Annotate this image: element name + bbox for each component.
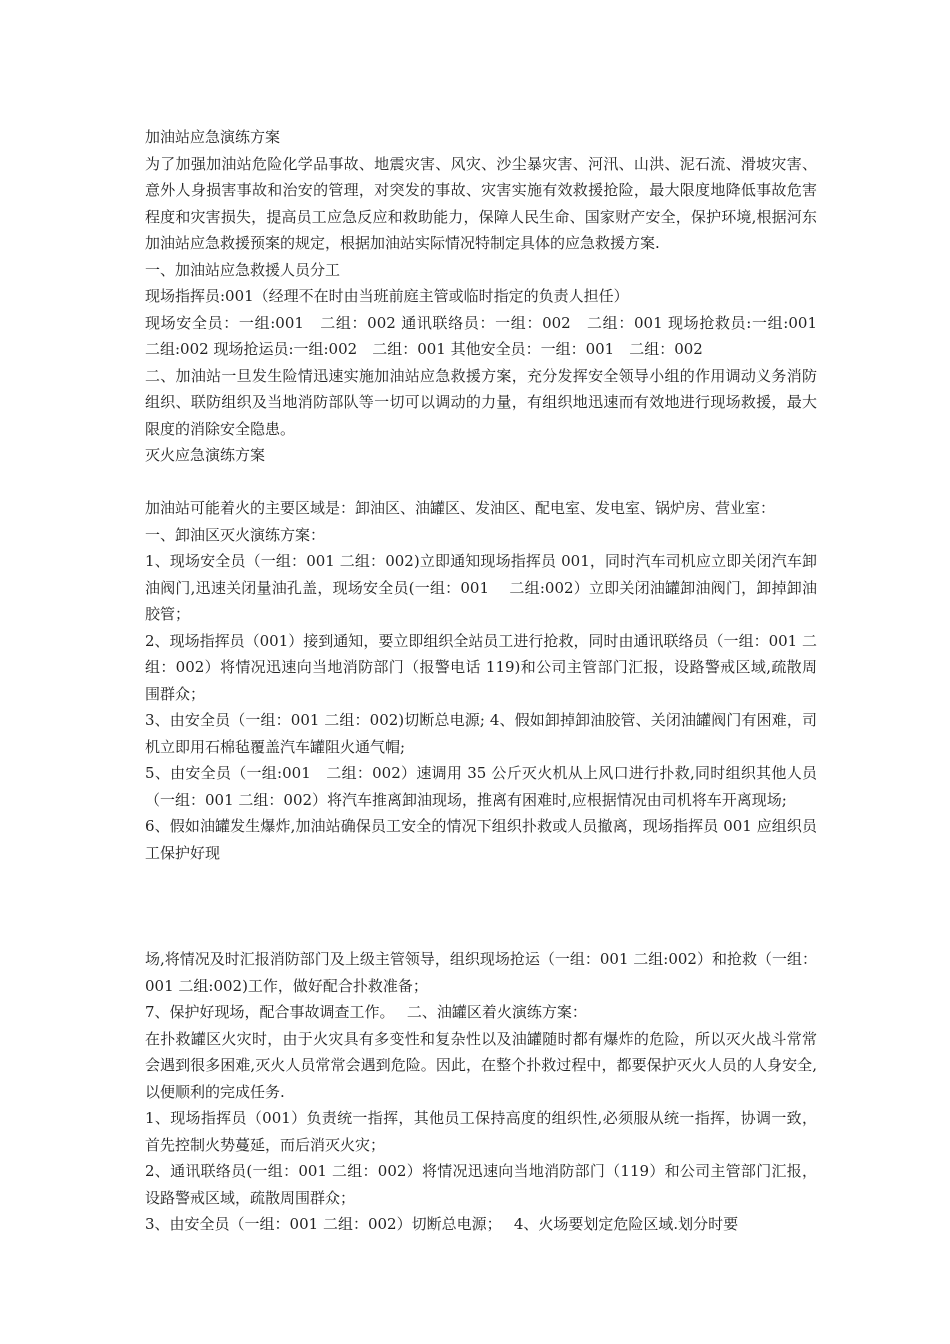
fire-drill-heading: 灭火应急演练方案 (145, 446, 266, 464)
step-6-paragraph: 6、假如油罐发生爆炸,加油站确保员工安全的情况下组织扑救或人员撤离，现场指挥员 001 应组织员工保护好现 (145, 817, 817, 862)
page-break (145, 866, 817, 946)
tank-step-3-paragraph: 3、由安全员（一组：001 二组：002）切断总电源； 4、火场要划定危险区域.划分时要 (145, 1215, 739, 1233)
section-heading-unloading: 一、卸油区灭火演练方案： (145, 525, 326, 544)
tank-fire-intro-paragraph: 在扑救罐区火灾时，由于火灾具有多变性和复杂性以及油罐随时都有爆炸的危险，所以灭火战斗常常会遇到很多困难,灭火人员常常会遇到危险。因此，在整个扑救过程中，都要保护灭火人员的人身安全,以便顺利的完成任务. (145, 1029, 817, 1101)
step-3-paragraph: 3、由安全员（一组：001 二组：002)切断总电源; 4、假如卸掉卸油胶管、关闭油罐阀门有困难，司机立即用石棉毡覆盖汽车罐阻火通气帽; (145, 711, 817, 756)
step-1-paragraph: 1、现场安全员（一组：001 二组：002)立即通知现场指挥员 001，同时汽车司机应立即关闭汽车卸油阀门,迅速关闭量油孔盖，现场安全员(一组：001 二组:002）立即关闭油罐卸油阀门，卸掉卸油胶管； (145, 552, 817, 623)
continuation-paragraph: 场,将情况及时汇报消防部门及上级主管领导，组织现场抢运（一组：001 二组:002）和抢救（一组：001 二组:002)工作，做好配合扑救准备； (145, 950, 817, 995)
fire-areas-paragraph: 加油站可能着火的主要区域是：卸油区、油罐区、发油区、配电室、发电室、锅炉房、营业室： (145, 499, 776, 517)
commander-paragraph: 现场指挥员:001（经理不在时由当班前庭主管或临时指定的负责人担任） (145, 287, 629, 305)
section-paragraph-2: 二、加油站一旦发生险情迅速实施加油站应急救援方案，充分发挥安全领导小组的作用调动义务消防组织、联防组织及当地消防部队等一切可以调动的力量，有组织地迅速而有效地进行现场救援，最大限度的消除安全隐患。 (145, 366, 817, 438)
step-7-paragraph: 7、保护好现场，配合事故调查工作。 二、油罐区着火演练方案： (145, 1003, 587, 1021)
document-body (145, 124, 833, 1238)
tank-step-1-paragraph: 1、现场指挥员（001）负责统一指挥，其他员工保持高度的组织性,必须服从统一指挥，协调一致，首先控制火势蔓延，而后消灭火灾； (145, 1109, 817, 1154)
tank-step-2-paragraph: 2、通讯联络员(一组：001 二组：002）将情况迅速向当地消防部门（119）和公司主管部门汇报，设路警戒区域，疏散周围群众； (145, 1162, 817, 1207)
section-heading-personnel: 一、加油站应急救援人员分工 (145, 260, 341, 279)
blank-line (145, 469, 817, 496)
intro-paragraph: 为了加强加油站危险化学品事故、地震灾害、风灾、沙尘暴灾害、河汛、山洪、泥石流、滑坡灾害、意外人身损害事故和治安的管理，对突发的事故、灾害实施有效救援抢险，最大限度地降低事故危害程度和灾害损失，提高员工应急反应和救助能力，保障人民生命、国家财产安全，保护环境,根据河东加油站应急救援预案的规定，根据加油站实际情况特制定具体的应急救援方案. (145, 154, 817, 252)
roles-paragraph: 现场安全员：一组:001 二组：002 通讯联络员：一组：002 二组：001 现场抢救员:一组:001 二组:002 现场抢运员:一组:002 二组：001 其他安全员：一组：001 二组：002 (145, 313, 833, 358)
doc-title: 加油站应急演练方案 (145, 128, 281, 146)
step-5-paragraph: 5、由安全员（一组:001 二组：002）速调用 35 公斤灭火机从上风口进行扑救,同时组织其他人员（一组：001 二组：002）将汽车推离卸油现场，推离有困难时,应根据情况由司机将车开离现场; (145, 764, 817, 809)
step-2-paragraph: 2、现场指挥员（001）接到通知，要立即组织全站员工进行抢救，同时由通讯联络员（一组：001 二组：002）将情况迅速向当地消防部门（报警电话 119)和公司主管部门汇报，设路警戒区域,疏散周围群众； (145, 631, 817, 703)
